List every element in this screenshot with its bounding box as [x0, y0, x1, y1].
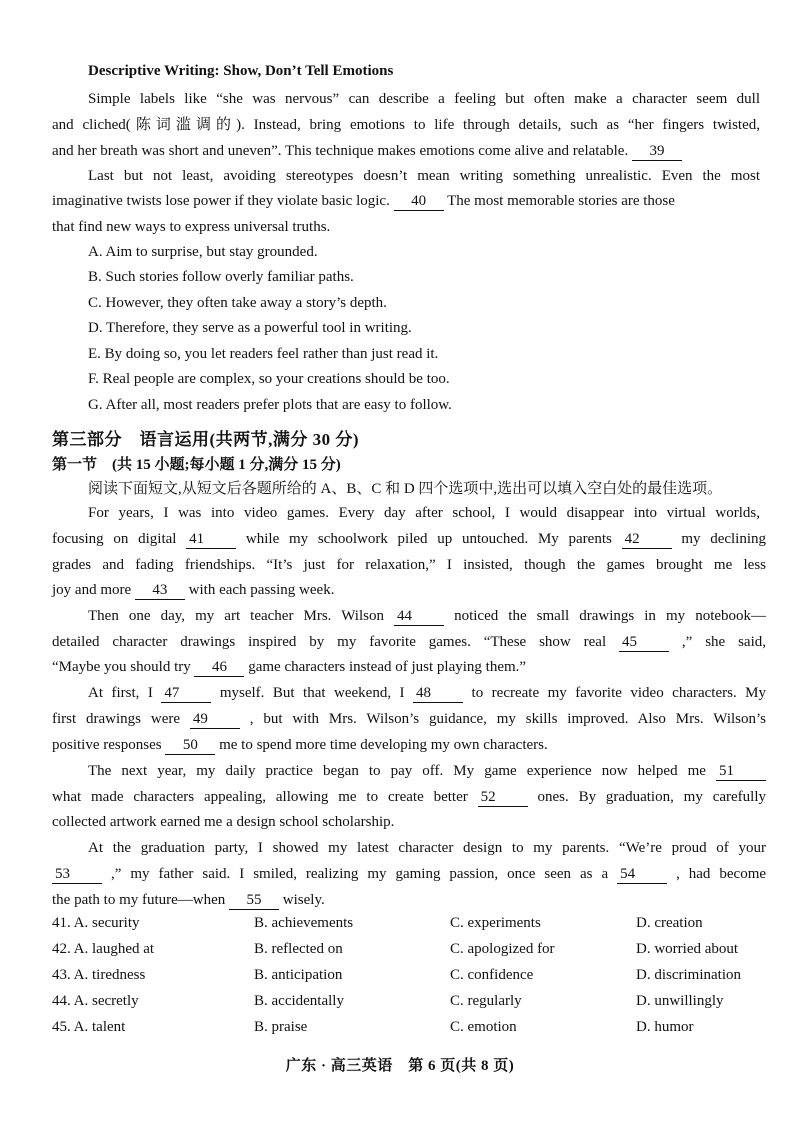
line-text: my declining	[681, 531, 767, 547]
line-text: imaginative twists lose power if they violate basic logic.	[52, 193, 390, 209]
option-f: F. Real people are complex, so your creations should be too.	[88, 371, 450, 387]
line-text: the path to my future—when	[52, 892, 226, 908]
paragraph-line	[52, 191, 675, 211]
option-b: B. Such stories follow overly familiar paths.	[88, 269, 354, 285]
cloze-line: For years, I was into video games. Every day after school, I would disappear into virtual worlds,	[88, 505, 760, 521]
blank-41[interactable]: 41	[186, 531, 236, 549]
blank-40[interactable]: 40	[394, 193, 444, 211]
section-heading: Descriptive Writing: Show, Don’t Tell Emotions	[88, 63, 394, 79]
line-text: me to spend more time developing my own characters.	[219, 737, 548, 753]
blank-51[interactable]: 51	[716, 763, 766, 781]
answer-choice[interactable]: 43. A. tiredness	[52, 967, 146, 983]
answer-choice[interactable]: B. anticipation	[254, 967, 343, 983]
option-a: A. Aim to surprise, but stay grounded.	[88, 244, 318, 260]
line-text: positive responses	[52, 737, 162, 753]
answer-choice[interactable]: 45. A. talent	[52, 1019, 126, 1035]
section1-title: 第一节 (共 15 小题;每小题 1 分,满分 15 分)	[52, 457, 341, 473]
answer-choice[interactable]: C. emotion	[450, 1019, 517, 1035]
blank-44[interactable]: 44	[394, 608, 444, 626]
part3-title: 第三部分 语言运用(共两节,满分 30 分)	[52, 430, 360, 449]
line-text: ones. By graduation, my carefully	[537, 789, 766, 805]
answer-choice[interactable]: B. reflected on	[254, 941, 343, 957]
line-text: The most memorable stories are those	[447, 193, 675, 209]
cloze-line	[52, 709, 766, 729]
instruction: 阅读下面短文,从短文后各题所给的 A、B、C 和 D 四个选项中,选出可以填入空白处的最佳选项。	[88, 481, 723, 497]
paragraph-line	[52, 141, 682, 161]
option-c: C. However, they often take away a story’s depth.	[88, 295, 387, 311]
answer-choice[interactable]: B. achievements	[254, 915, 354, 931]
cloze-line	[88, 606, 766, 626]
line-text: , had become	[676, 866, 767, 882]
line-text: Then one day, my art teacher Mrs. Wilson	[88, 608, 384, 624]
answer-choice[interactable]: 44. A. secretly	[52, 993, 139, 1009]
line-text: myself. But that weekend, I	[219, 685, 405, 701]
blank-39[interactable]: 39	[632, 143, 682, 161]
line-text: what made characters appealing, allowing me to create better	[52, 789, 468, 805]
line-text: , but with Mrs. Wilson’s guidance, my skills improved. Also Mrs. Wilson’s	[249, 711, 766, 727]
answer-choice[interactable]: B. praise	[254, 1019, 308, 1035]
cloze-line	[52, 735, 548, 755]
blank-53[interactable]: 53	[52, 866, 102, 884]
cloze-line	[52, 580, 334, 600]
answer-choice[interactable]: D. creation	[636, 915, 703, 931]
cloze-line	[52, 787, 766, 807]
answer-choice[interactable]: C. confidence	[450, 967, 534, 983]
cloze-line	[52, 632, 766, 652]
cloze-line	[52, 864, 766, 884]
line-text: game characters instead of just playing them.”	[248, 659, 527, 675]
line-text: while my schoolwork piled up untouched. My parents	[245, 531, 612, 547]
line-text: “Maybe you should try	[52, 659, 191, 675]
option-g: G. After all, most readers prefer plots that are easy to follow.	[88, 397, 452, 413]
blank-42[interactable]: 42	[622, 531, 672, 549]
blank-48[interactable]: 48	[413, 685, 463, 703]
answer-row-42	[0, 941, 800, 963]
answer-row-41	[0, 915, 800, 937]
option-e: E. By doing so, you let readers feel rather than just read it.	[88, 346, 439, 362]
cloze-line	[88, 683, 766, 703]
page-footer: 广东 · 高三英语 第 6 页(共 8 页)	[285, 1058, 515, 1074]
blank-43[interactable]: 43	[135, 582, 185, 600]
blank-46[interactable]: 46	[194, 659, 244, 677]
line-text: and her breath was short and uneven”. This technique makes emotions come alive and relatable.	[52, 143, 629, 159]
paragraph-line: and cliched(陈词滥调的). Instead, bring emotions to life through details, such as “her fingers twisted,	[52, 117, 760, 133]
line-text: with each passing week.	[188, 582, 335, 598]
blank-55[interactable]: 55	[229, 892, 279, 910]
line-text: detailed character drawings inspired by my favorite games. “These show real	[52, 634, 607, 650]
blank-49[interactable]: 49	[190, 711, 240, 729]
answer-choice[interactable]: D. humor	[636, 1019, 694, 1035]
blank-45[interactable]: 45	[619, 634, 669, 652]
answer-choice[interactable]: B. accidentally	[254, 993, 344, 1009]
line-text: The next year, my daily practice began to pay off. My game experience now helped me	[88, 763, 706, 779]
line-text: ,” my father said. I smiled, realizing my gaming passion, once seen as a	[110, 866, 609, 882]
blank-47[interactable]: 47	[161, 685, 211, 703]
line-text: first drawings were	[52, 711, 181, 727]
answer-choice[interactable]: D. worried about	[636, 941, 739, 957]
answer-choice[interactable]: C. apologized for	[450, 941, 555, 957]
paragraph-line: Last but not least, avoiding stereotypes doesn’t mean writing something unrealistic. Even the most	[88, 168, 760, 184]
cloze-line	[88, 761, 766, 781]
cloze-line: collected artwork earned me a design school scholarship.	[52, 814, 395, 830]
line-text: to recreate my favorite video characters. My	[471, 685, 767, 701]
cloze-line	[52, 657, 526, 677]
paragraph-line: that find new ways to express universal truths.	[52, 219, 331, 235]
line-text: At first, I	[88, 685, 153, 701]
line-text: wisely.	[282, 892, 325, 908]
line-text: ,” she said,	[681, 634, 766, 650]
paragraph-line: Simple labels like “she was nervous” can describe a feeling but often make a character seem dull	[88, 91, 760, 107]
answer-row-43	[0, 967, 800, 989]
cloze-line	[52, 529, 766, 549]
blank-54[interactable]: 54	[617, 866, 667, 884]
line-text: joy and more	[52, 582, 132, 598]
line-text: noticed the small drawings in my notebook—	[454, 608, 767, 624]
cloze-line: grades and fading friendships. “It’s just for relaxation,” I insisted, though the games brought me less	[52, 557, 766, 573]
line-text: focusing on digital	[52, 531, 177, 547]
answer-choice[interactable]: 42. A. laughed at	[52, 941, 155, 957]
blank-52[interactable]: 52	[478, 789, 528, 807]
answer-choice[interactable]: C. experiments	[450, 915, 541, 931]
answer-choice[interactable]: 41. A. security	[52, 915, 140, 931]
answer-choice[interactable]: D. unwillingly	[636, 993, 724, 1009]
answer-row-45	[0, 1019, 800, 1041]
option-d: D. Therefore, they serve as a powerful tool in writing.	[88, 320, 412, 336]
cloze-line	[52, 890, 325, 910]
answer-choice[interactable]: D. discrimination	[636, 967, 741, 983]
answer-choice[interactable]: C. regularly	[450, 993, 522, 1009]
cloze-line: At the graduation party, I showed my latest character design to my parents. “We’re proud of your	[88, 840, 766, 856]
answer-row-44	[0, 993, 800, 1015]
blank-50[interactable]: 50	[165, 737, 215, 755]
